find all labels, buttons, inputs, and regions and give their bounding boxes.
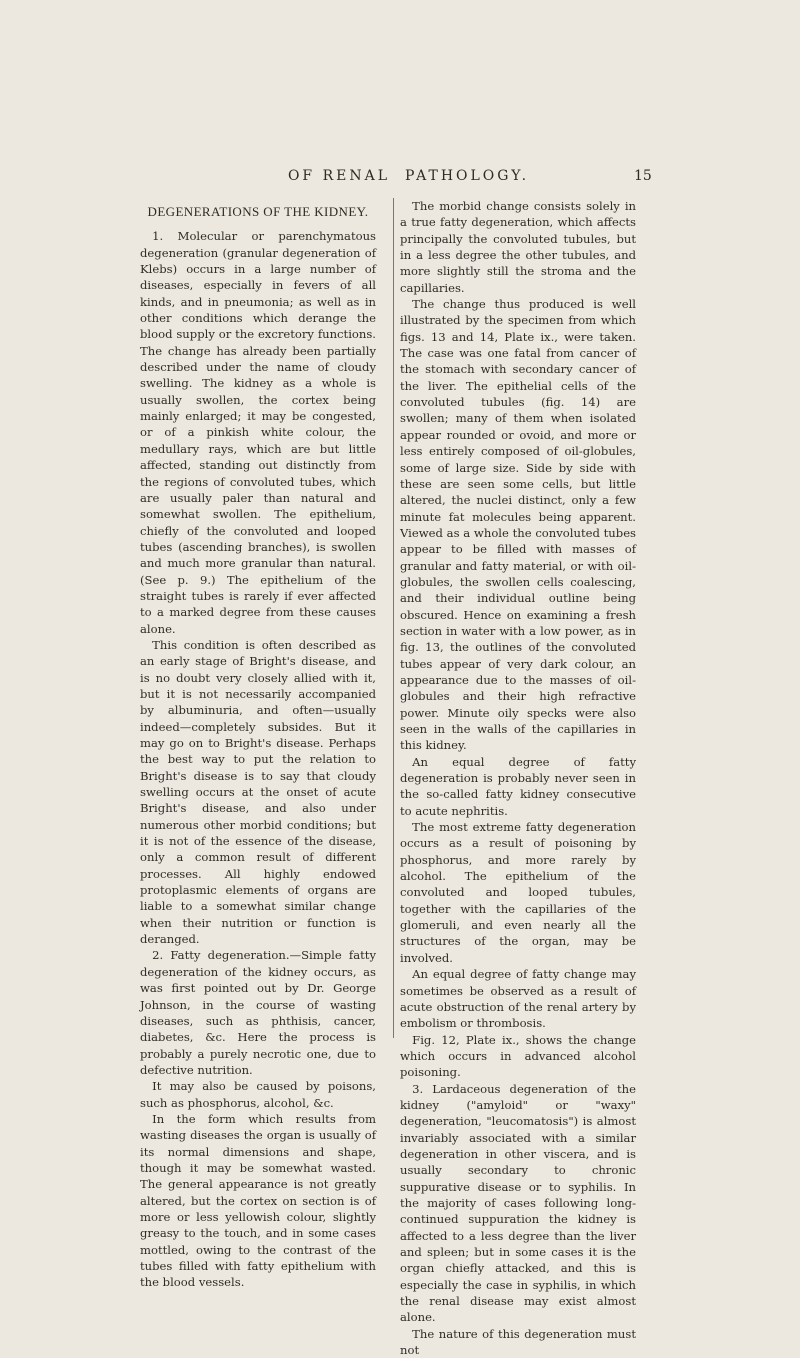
right-column — [400, 198, 636, 1358]
paragraph: 3. Lardaceous degeneration of the kidney ("amyloid" or "waxy" degeneration, "leucomatosis") is almost invariably associated with a similar degeneration in other viscera, and is usually secondary to chronic suppurative disease or to syphilis. In the majority of cases following long-continued suppuration the kidney is affected to a less degree than the liver and spleen; but in some cases it is the organ chiefly attacked, and this is especially the case in syphilis, in which the renal disease may exist almost alone. — [400, 1081, 636, 1325]
header-right-text: PATHOLOGY. — [405, 168, 530, 184]
paragraph: This condition is often described as an early stage of Bright's disease, and is no doubt very closely allied with it, but it is not necessarily accompanied by albuminuria, and often—usually indeed—completely subsides. But it may go on to Bright's disease. Perhaps the best way to put the relation to Bright's disease is to say that cloudy swelling occurs at the onset of acute Bright's disease, and also under numerous other morbid conditions; but it is not of the essence of the disease, only a common result of different processes. All highly endowed protoplasmic elements of organs are liable to a somewhat similar change when their nutrition or function is deranged. — [140, 637, 376, 947]
paragraph: The most extreme fatty degeneration occurs as a result of poisoning by phosphorus, and more rarely by alcohol. The epithelium of the convoluted and looped tubules, together with the capillaries of the glomeruli, and even nearly all the structures of the organ, may be involved. — [400, 820, 636, 965]
paragraph: It may also be caused by poisons, such as phosphorus, alcohol, &c. — [140, 1079, 376, 1110]
paragraph: In the form which results from wasting diseases the organ is usually of its normal dimensions and shape, though it may be somewhat wasted. The general appearance is not greatly altered, but the cortex on section is of more or less yellowish colour, slightly greasy to the touch, and in some cases mottled, owing to the contrast of the tubes filled with fatty epithelium with the blood vessels. — [140, 1111, 376, 1290]
paragraph: The change thus produced is well illustrated by the specimen from which figs. 13 and 14, Plate ix., were taken. The case was one fatal from cancer of the stomach with secondary cancer of the liver. The epithelial cells of the convoluted tubules (fig. 14) are swollen; many of them when isolated appear rounded or ovoid, and more or less entirely composed of oil-globules, some of large size. Side by side with these are seen some cells, but little altered, the nuclei distinct, only a few minute fat molecules being apparent. Viewed as a whole the convoluted tubes appear to be filled with masses of granular and fatty material, or with oil-globules, the swollen cells coalescing, and their individual outline being obscured. Hence on examining a fresh section in water with a low power, as in fig. 13, the outlines of the convoluted tubes appear of very dark colour, an appearance due to the masses of oil-globules and their high refractive power. Minute oily specks were also seen in the walls of the capillaries in this kidney. — [400, 297, 636, 753]
paragraph: 2. Fatty degeneration.—Simple fatty degeneration of the kidney occurs, as was first pointed out by Dr. George Johnson, in the course of wasting diseases, such as phthisis, cancer, diabetes, &c. Here the process is probably a purely necrotic one, due to defective nutrition. — [140, 948, 376, 1077]
paragraph: The nature of this degeneration must not — [400, 1326, 636, 1358]
paragraph: Fig. 12, Plate ix., shows the change which occurs in advanced alcohol poisoning. — [400, 1032, 636, 1080]
running-header — [0, 168, 800, 188]
paragraph: An equal degree of fatty degeneration is probably never seen in the so-called fatty kidney consecutive to acute nephritis. — [400, 754, 636, 818]
left-column — [140, 198, 376, 1291]
paragraph: An equal degree of fatty change may sometimes be observed as a result of acute obstruction of the renal artery by embolism or thrombosis. — [400, 967, 636, 1031]
paragraph: The morbid change consists solely in a true fatty degeneration, which affects principally the convoluted tubules, but in a less degree the other tubules, and more slightly still the stroma and the capillaries. — [400, 199, 636, 295]
paragraph: 1. Molecular or parenchymatous degeneration (granular degeneration of Klebs) occurs in a large number of diseases, especially in fevers of all kinds, and in pneumonia; as well as in other conditions which derange the blood supply or the excretory functions. The change has already been partially described under the name of cloudy swelling. The kidney as a whole is usually swollen, the cortex being mainly enlarged; it may be congested, or of a pinkish white colour, the medullary rays, which are but little affected, standing out distinctly from the regions of convoluted tubes, which are usually paler than natural and somewhat swollen. The epithelium, chiefly of the convoluted and looped tubes (ascending branches), is swollen and much more granular than natural. (See p. 9.) The epithelium of the straight tubes is rarely if ever affected to a marked degree from these causes alone. — [140, 229, 376, 636]
page-number: 15 — [634, 168, 652, 184]
section-heading: DEGENERATIONS OF THE KIDNEY. — [147, 204, 369, 219]
header-left-text: OF RENAL — [287, 168, 390, 184]
column-divider — [393, 198, 394, 1038]
